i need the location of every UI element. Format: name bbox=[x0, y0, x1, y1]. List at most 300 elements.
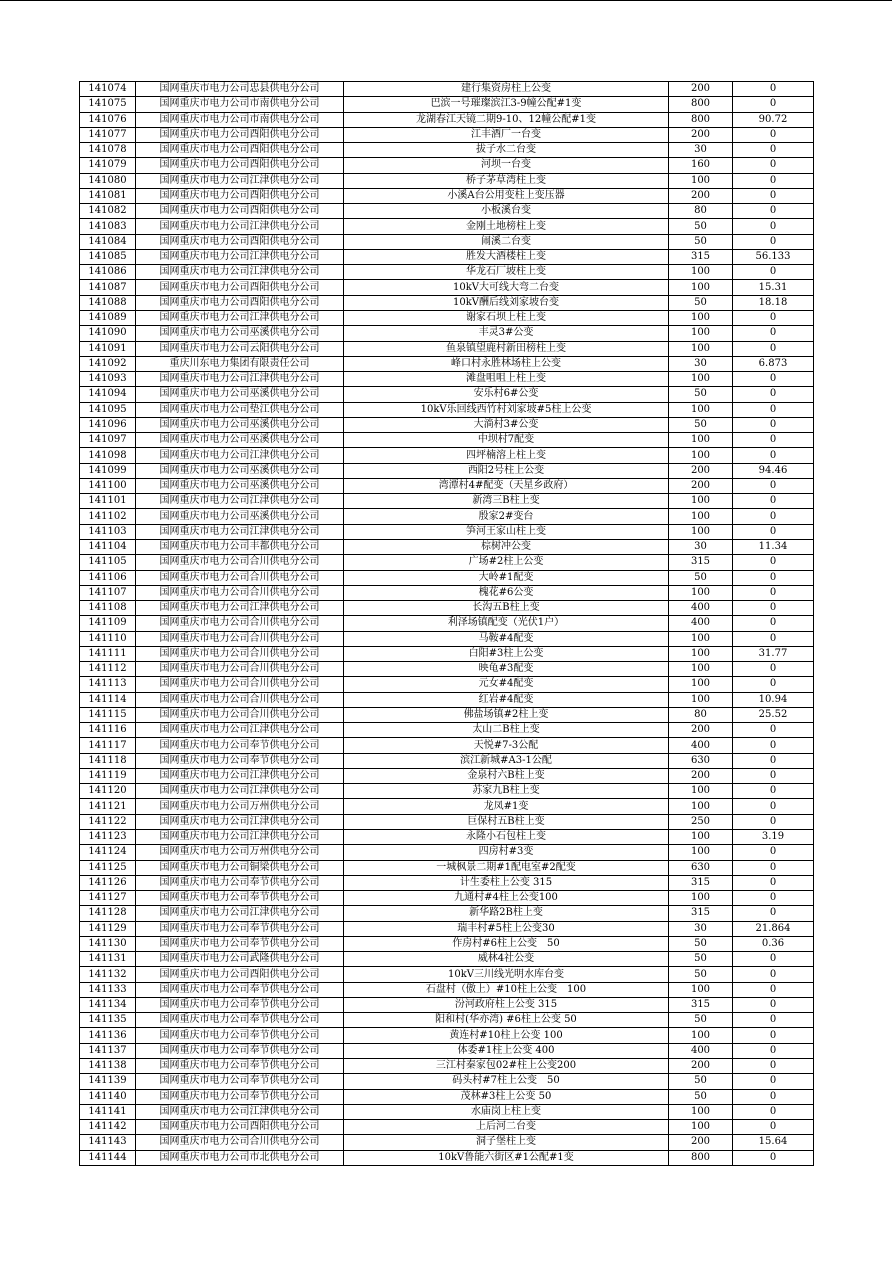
capacity-cell: 50 bbox=[669, 1089, 733, 1104]
table-row bbox=[80, 738, 814, 753]
value-cell: 0 bbox=[733, 601, 814, 616]
capacity-cell: 200 bbox=[669, 188, 733, 203]
value-cell: 18.18 bbox=[733, 295, 814, 310]
value-cell: 0 bbox=[733, 234, 814, 249]
transformer-name-cell: 西阳2号柱上公变 bbox=[344, 463, 669, 478]
table-row bbox=[80, 219, 814, 234]
company-cell: 国网重庆市电力公司合川供电分公司 bbox=[136, 555, 344, 570]
row-id-cell: 141107 bbox=[80, 585, 136, 600]
table-row bbox=[80, 570, 814, 585]
row-id-cell: 141087 bbox=[80, 280, 136, 295]
capacity-cell: 400 bbox=[669, 738, 733, 753]
row-id-cell: 141142 bbox=[80, 1120, 136, 1135]
table-row bbox=[80, 234, 814, 249]
transformer-name-cell: 天悦#7-3公配 bbox=[344, 738, 669, 753]
company-cell: 国网重庆市电力公司江津供电分公司 bbox=[136, 906, 344, 921]
capacity-cell: 100 bbox=[669, 891, 733, 906]
value-cell: 0 bbox=[733, 753, 814, 768]
value-cell: 3.19 bbox=[733, 830, 814, 845]
company-cell: 国网重庆市电力公司巫溪供电分公司 bbox=[136, 387, 344, 402]
capacity-cell: 100 bbox=[669, 280, 733, 295]
company-cell: 国网重庆市电力公司奉节供电分公司 bbox=[136, 982, 344, 997]
transformer-name-cell: 巴滨一号璀璨滨江3-9幢公配#1变 bbox=[344, 97, 669, 112]
table-row bbox=[80, 1028, 814, 1043]
transformer-name-cell: 威林4社公变 bbox=[344, 952, 669, 967]
table-row bbox=[80, 478, 814, 493]
company-cell: 国网重庆市电力公司奉节供电分公司 bbox=[136, 1043, 344, 1058]
table-row bbox=[80, 372, 814, 387]
value-cell: 0 bbox=[733, 891, 814, 906]
row-id-cell: 141140 bbox=[80, 1089, 136, 1104]
transformer-name-cell: 华龙石厂坡柱上变 bbox=[344, 265, 669, 280]
company-cell: 国网重庆市电力公司巫溪供电分公司 bbox=[136, 433, 344, 448]
transformer-name-cell: 黄连村#10柱上公变 100 bbox=[344, 1028, 669, 1043]
value-cell: 0 bbox=[733, 845, 814, 860]
value-cell: 0 bbox=[733, 585, 814, 600]
table-row bbox=[80, 723, 814, 738]
company-cell: 国网重庆市电力公司江津供电分公司 bbox=[136, 830, 344, 845]
value-cell: 0 bbox=[733, 1089, 814, 1104]
transformer-name-cell: 永隆小石包柱上变 bbox=[344, 830, 669, 845]
row-id-cell: 141088 bbox=[80, 295, 136, 310]
row-id-cell: 141117 bbox=[80, 738, 136, 753]
company-cell: 国网重庆市电力公司巫溪供电分公司 bbox=[136, 417, 344, 432]
value-cell: 0 bbox=[733, 127, 814, 142]
capacity-cell: 30 bbox=[669, 539, 733, 554]
table-row bbox=[80, 356, 814, 371]
transformer-name-cell: 拔子水二台变 bbox=[344, 143, 669, 158]
transformer-name-cell: 河坝一台变 bbox=[344, 158, 669, 173]
company-cell: 国网重庆市电力公司江津供电分公司 bbox=[136, 768, 344, 783]
transformer-name-cell: 大淌村3#公变 bbox=[344, 417, 669, 432]
capacity-cell: 100 bbox=[669, 341, 733, 356]
row-id-cell: 141099 bbox=[80, 463, 136, 478]
table-row bbox=[80, 280, 814, 295]
table-row bbox=[80, 1135, 814, 1150]
transformer-name-cell: 鱼泉镇望鹿村新田榜柱上变 bbox=[344, 341, 669, 356]
value-cell: 0 bbox=[733, 1104, 814, 1119]
table-row bbox=[80, 524, 814, 539]
company-cell: 国网重庆市电力公司忠县供电分公司 bbox=[136, 82, 344, 97]
capacity-cell: 30 bbox=[669, 921, 733, 936]
capacity-cell: 400 bbox=[669, 601, 733, 616]
company-cell: 国网重庆市电力公司江津供电分公司 bbox=[136, 173, 344, 188]
transformer-name-cell: 白阳#3柱上公变 bbox=[344, 646, 669, 661]
value-cell: 0 bbox=[733, 723, 814, 738]
table-row bbox=[80, 143, 814, 158]
transformer-name-cell: 10kV乐回线西竹村刘家坡#5柱上公变 bbox=[344, 402, 669, 417]
company-cell: 国网重庆市电力公司江津供电分公司 bbox=[136, 601, 344, 616]
transformer-name-cell: 安乐村6#公变 bbox=[344, 387, 669, 402]
table-row bbox=[80, 509, 814, 524]
company-cell: 国网重庆市电力公司丰都供电分公司 bbox=[136, 539, 344, 554]
value-cell: 94.46 bbox=[733, 463, 814, 478]
capacity-cell: 50 bbox=[669, 417, 733, 432]
value-cell: 0 bbox=[733, 570, 814, 585]
company-cell: 国网重庆市电力公司合川供电分公司 bbox=[136, 692, 344, 707]
row-id-cell: 141118 bbox=[80, 753, 136, 768]
transformer-name-cell: 棕树冲公变 bbox=[344, 539, 669, 554]
transformer-name-cell: 一城枫景二期#1配电室#2配变 bbox=[344, 860, 669, 875]
company-cell: 国网重庆市电力公司合川供电分公司 bbox=[136, 677, 344, 692]
transformer-name-cell: 四坪楠溶上柱上变 bbox=[344, 448, 669, 463]
row-id-cell: 141116 bbox=[80, 723, 136, 738]
table-row bbox=[80, 784, 814, 799]
transformer-name-cell: 建行集资房柱上公变 bbox=[344, 82, 669, 97]
row-id-cell: 141115 bbox=[80, 707, 136, 722]
company-cell: 国网重庆市电力公司合川供电分公司 bbox=[136, 646, 344, 661]
company-cell: 国网重庆市电力公司江津供电分公司 bbox=[136, 249, 344, 264]
row-id-cell: 141132 bbox=[80, 967, 136, 982]
transformer-name-cell: 计生委柱上公变 315 bbox=[344, 875, 669, 890]
capacity-cell: 315 bbox=[669, 875, 733, 890]
row-id-cell: 141077 bbox=[80, 127, 136, 142]
row-id-cell: 141121 bbox=[80, 799, 136, 814]
table-row bbox=[80, 799, 814, 814]
transformer-name-cell: 10kV大可线大弯二台变 bbox=[344, 280, 669, 295]
value-cell: 0 bbox=[733, 1028, 814, 1043]
company-cell: 国网重庆市电力公司江津供电分公司 bbox=[136, 1104, 344, 1119]
table-row bbox=[80, 555, 814, 570]
capacity-cell: 100 bbox=[669, 662, 733, 677]
value-cell: 0 bbox=[733, 402, 814, 417]
table-row bbox=[80, 494, 814, 509]
value-cell: 0 bbox=[733, 310, 814, 325]
table-row bbox=[80, 967, 814, 982]
capacity-cell: 50 bbox=[669, 1013, 733, 1028]
transformer-name-cell: 金刚土地榜柱上变 bbox=[344, 219, 669, 234]
row-id-cell: 141133 bbox=[80, 982, 136, 997]
transformer-name-cell: 太山二B柱上变 bbox=[344, 723, 669, 738]
capacity-cell: 50 bbox=[669, 1074, 733, 1089]
row-id-cell: 141123 bbox=[80, 830, 136, 845]
transformer-name-cell: 三江村秦家包02#柱上公变200 bbox=[344, 1059, 669, 1074]
transformer-name-cell: 10kV鲁能六街区#1公配#1变 bbox=[344, 1150, 669, 1165]
company-cell: 国网重庆市电力公司垫江供电分公司 bbox=[136, 402, 344, 417]
row-id-cell: 141106 bbox=[80, 570, 136, 585]
row-id-cell: 141130 bbox=[80, 936, 136, 951]
value-cell: 0 bbox=[733, 738, 814, 753]
company-cell: 国网重庆市电力公司合川供电分公司 bbox=[136, 616, 344, 631]
company-cell: 国网重庆市电力公司酉阳供电分公司 bbox=[136, 188, 344, 203]
company-cell: 国网重庆市电力公司酉阳供电分公司 bbox=[136, 204, 344, 219]
value-cell: 0 bbox=[733, 952, 814, 967]
company-cell: 国网重庆市电力公司江津供电分公司 bbox=[136, 219, 344, 234]
company-cell: 国网重庆市电力公司酉阳供电分公司 bbox=[136, 280, 344, 295]
transformer-name-cell: 江丰酒厂一台变 bbox=[344, 127, 669, 142]
value-cell: 0 bbox=[733, 219, 814, 234]
company-cell: 国网重庆市电力公司奉节供电分公司 bbox=[136, 1028, 344, 1043]
table-row bbox=[80, 601, 814, 616]
row-id-cell: 141144 bbox=[80, 1150, 136, 1165]
capacity-cell: 100 bbox=[669, 982, 733, 997]
company-cell: 国网重庆市电力公司江津供电分公司 bbox=[136, 524, 344, 539]
transformer-name-cell: 九通村#4柱上公变100 bbox=[344, 891, 669, 906]
transformer-name-cell: 体委#1柱上公变 400 bbox=[344, 1043, 669, 1058]
transformer-name-cell: 小溪A台公用变柱上变压器 bbox=[344, 188, 669, 203]
table-row bbox=[80, 830, 814, 845]
row-id-cell: 141129 bbox=[80, 921, 136, 936]
company-cell: 国网重庆市电力公司奉节供电分公司 bbox=[136, 1059, 344, 1074]
table-row bbox=[80, 127, 814, 142]
capacity-cell: 800 bbox=[669, 1150, 733, 1165]
transformer-name-cell: 丰灵3#公变 bbox=[344, 326, 669, 341]
capacity-cell: 50 bbox=[669, 387, 733, 402]
transformer-name-cell: 洞子堡柱上变 bbox=[344, 1135, 669, 1150]
capacity-cell: 630 bbox=[669, 753, 733, 768]
capacity-cell: 100 bbox=[669, 524, 733, 539]
company-cell: 国网重庆市电力公司奉节供电分公司 bbox=[136, 738, 344, 753]
capacity-cell: 100 bbox=[669, 692, 733, 707]
table-row bbox=[80, 616, 814, 631]
capacity-cell: 100 bbox=[669, 1028, 733, 1043]
capacity-cell: 30 bbox=[669, 356, 733, 371]
row-id-cell: 141119 bbox=[80, 768, 136, 783]
capacity-cell: 50 bbox=[669, 234, 733, 249]
capacity-cell: 160 bbox=[669, 158, 733, 173]
capacity-cell: 400 bbox=[669, 616, 733, 631]
company-cell: 国网重庆市电力公司酉阳供电分公司 bbox=[136, 143, 344, 158]
capacity-cell: 200 bbox=[669, 82, 733, 97]
table-row bbox=[80, 982, 814, 997]
transformer-name-cell: 笋河王家山柱上变 bbox=[344, 524, 669, 539]
value-cell: 90.72 bbox=[733, 112, 814, 127]
row-id-cell: 141110 bbox=[80, 631, 136, 646]
value-cell: 0 bbox=[733, 265, 814, 280]
value-cell: 56.133 bbox=[733, 249, 814, 264]
table-row bbox=[80, 845, 814, 860]
value-cell: 0 bbox=[733, 143, 814, 158]
table-row bbox=[80, 1104, 814, 1119]
company-cell: 国网重庆市电力公司江津供电分公司 bbox=[136, 310, 344, 325]
company-cell: 国网重庆市电力公司江津供电分公司 bbox=[136, 448, 344, 463]
transformer-name-cell: 10kV三川线光明水库台变 bbox=[344, 967, 669, 982]
table-row bbox=[80, 997, 814, 1012]
company-cell: 国网重庆市电力公司武隆供电分公司 bbox=[136, 952, 344, 967]
capacity-cell: 200 bbox=[669, 768, 733, 783]
value-cell: 0 bbox=[733, 631, 814, 646]
value-cell: 0 bbox=[733, 448, 814, 463]
company-cell: 国网重庆市电力公司云阳供电分公司 bbox=[136, 341, 344, 356]
table-body bbox=[80, 82, 814, 1166]
transformer-name-cell: 滨江新城#A3-1公配 bbox=[344, 753, 669, 768]
capacity-cell: 200 bbox=[669, 1059, 733, 1074]
table-row bbox=[80, 112, 814, 127]
capacity-cell: 200 bbox=[669, 463, 733, 478]
capacity-cell: 100 bbox=[669, 1104, 733, 1119]
value-cell: 0 bbox=[733, 341, 814, 356]
capacity-cell: 80 bbox=[669, 204, 733, 219]
capacity-cell: 30 bbox=[669, 143, 733, 158]
company-cell: 国网重庆市电力公司巫溪供电分公司 bbox=[136, 326, 344, 341]
value-cell: 0 bbox=[733, 494, 814, 509]
transformer-name-cell: 大岭#1配变 bbox=[344, 570, 669, 585]
capacity-cell: 800 bbox=[669, 97, 733, 112]
company-cell: 国网重庆市电力公司合川供电分公司 bbox=[136, 631, 344, 646]
row-id-cell: 141102 bbox=[80, 509, 136, 524]
company-cell: 国网重庆市电力公司合川供电分公司 bbox=[136, 707, 344, 722]
company-cell: 国网重庆市电力公司酉阳供电分公司 bbox=[136, 295, 344, 310]
capacity-cell: 315 bbox=[669, 249, 733, 264]
row-id-cell: 141081 bbox=[80, 188, 136, 203]
transformer-name-cell: 汾河政府柱上公变 315 bbox=[344, 997, 669, 1012]
row-id-cell: 141124 bbox=[80, 845, 136, 860]
company-cell: 国网重庆市电力公司奉节供电分公司 bbox=[136, 1089, 344, 1104]
capacity-cell: 100 bbox=[669, 830, 733, 845]
capacity-cell: 100 bbox=[669, 265, 733, 280]
table-row bbox=[80, 662, 814, 677]
value-cell: 0 bbox=[733, 982, 814, 997]
capacity-cell: 50 bbox=[669, 219, 733, 234]
row-id-cell: 141078 bbox=[80, 143, 136, 158]
table-row bbox=[80, 677, 814, 692]
row-id-cell: 141113 bbox=[80, 677, 136, 692]
value-cell: 0 bbox=[733, 1120, 814, 1135]
table-row bbox=[80, 768, 814, 783]
company-cell: 国网重庆市电力公司奉节供电分公司 bbox=[136, 1074, 344, 1089]
capacity-cell: 100 bbox=[669, 631, 733, 646]
table-row bbox=[80, 1074, 814, 1089]
table-row bbox=[80, 585, 814, 600]
capacity-cell: 100 bbox=[669, 173, 733, 188]
value-cell: 10.94 bbox=[733, 692, 814, 707]
transformer-name-cell: 水庙岗上柱上变 bbox=[344, 1104, 669, 1119]
company-cell: 国网重庆市电力公司市南供电分公司 bbox=[136, 97, 344, 112]
value-cell: 11.34 bbox=[733, 539, 814, 554]
table-row bbox=[80, 891, 814, 906]
value-cell: 0 bbox=[733, 82, 814, 97]
value-cell: 0 bbox=[733, 906, 814, 921]
transformer-name-cell: 码头村#7柱上公变 50 bbox=[344, 1074, 669, 1089]
transformer-name-cell: 佛盐场镇#2柱上变 bbox=[344, 707, 669, 722]
row-id-cell: 141125 bbox=[80, 860, 136, 875]
row-id-cell: 141082 bbox=[80, 204, 136, 219]
capacity-cell: 100 bbox=[669, 677, 733, 692]
table-row bbox=[80, 906, 814, 921]
table-row bbox=[80, 1120, 814, 1135]
transformer-name-cell: 湾潭村4#配变（天星乡政府） bbox=[344, 478, 669, 493]
transformer-name-cell: 槐花#6公变 bbox=[344, 585, 669, 600]
company-cell: 国网重庆市电力公司奉节供电分公司 bbox=[136, 997, 344, 1012]
row-id-cell: 141085 bbox=[80, 249, 136, 264]
table-row bbox=[80, 326, 814, 341]
value-cell: 0 bbox=[733, 524, 814, 539]
value-cell: 0 bbox=[733, 188, 814, 203]
transformer-name-cell: 胜发大酒楼柱上变 bbox=[344, 249, 669, 264]
row-id-cell: 141114 bbox=[80, 692, 136, 707]
table-row bbox=[80, 310, 814, 325]
row-id-cell: 141139 bbox=[80, 1074, 136, 1089]
value-cell: 0 bbox=[733, 158, 814, 173]
company-cell: 国网重庆市电力公司江津供电分公司 bbox=[136, 372, 344, 387]
value-cell: 0 bbox=[733, 204, 814, 219]
row-id-cell: 141093 bbox=[80, 372, 136, 387]
row-id-cell: 141103 bbox=[80, 524, 136, 539]
row-id-cell: 141122 bbox=[80, 814, 136, 829]
row-id-cell: 141112 bbox=[80, 662, 136, 677]
value-cell: 0 bbox=[733, 784, 814, 799]
transformer-name-cell: 10kV酬后线刘家坡台变 bbox=[344, 295, 669, 310]
row-id-cell: 141098 bbox=[80, 448, 136, 463]
table-row bbox=[80, 295, 814, 310]
table-row bbox=[80, 448, 814, 463]
row-id-cell: 141100 bbox=[80, 478, 136, 493]
capacity-cell: 50 bbox=[669, 570, 733, 585]
company-cell: 国网重庆市电力公司奉节供电分公司 bbox=[136, 1013, 344, 1028]
value-cell: 0 bbox=[733, 997, 814, 1012]
table-row bbox=[80, 1089, 814, 1104]
company-cell: 国网重庆市电力公司江津供电分公司 bbox=[136, 494, 344, 509]
value-cell: 0 bbox=[733, 1043, 814, 1058]
table-row bbox=[80, 341, 814, 356]
value-cell: 0 bbox=[733, 433, 814, 448]
transformer-name-cell: 谢家石坝上柱上变 bbox=[344, 310, 669, 325]
row-id-cell: 141111 bbox=[80, 646, 136, 661]
capacity-cell: 100 bbox=[669, 310, 733, 325]
row-id-cell: 141135 bbox=[80, 1013, 136, 1028]
value-cell: 0 bbox=[733, 967, 814, 982]
table-row bbox=[80, 265, 814, 280]
transformer-name-cell: 石盘村（傲上）#10柱上公变 100 bbox=[344, 982, 669, 997]
table-row bbox=[80, 463, 814, 478]
row-id-cell: 141101 bbox=[80, 494, 136, 509]
transformer-name-cell: 元女#4配变 bbox=[344, 677, 669, 692]
capacity-cell: 100 bbox=[669, 448, 733, 463]
capacity-cell: 250 bbox=[669, 814, 733, 829]
table-row bbox=[80, 158, 814, 173]
value-cell: 15.31 bbox=[733, 280, 814, 295]
transformer-name-cell: 新华路2B柱上变 bbox=[344, 906, 669, 921]
capacity-cell: 100 bbox=[669, 585, 733, 600]
company-cell: 国网重庆市电力公司江津供电分公司 bbox=[136, 814, 344, 829]
transformer-name-cell: 作房村#6柱上公变 50 bbox=[344, 936, 669, 951]
row-id-cell: 141090 bbox=[80, 326, 136, 341]
value-cell: 0 bbox=[733, 326, 814, 341]
row-id-cell: 141131 bbox=[80, 952, 136, 967]
capacity-cell: 315 bbox=[669, 555, 733, 570]
capacity-cell: 400 bbox=[669, 1043, 733, 1058]
transformer-name-cell: 龙湖春江天镜二期9-10、12幢公配#1变 bbox=[344, 112, 669, 127]
company-cell: 国网重庆市电力公司奉节供电分公司 bbox=[136, 936, 344, 951]
capacity-cell: 100 bbox=[669, 646, 733, 661]
row-id-cell: 141097 bbox=[80, 433, 136, 448]
capacity-cell: 100 bbox=[669, 784, 733, 799]
capacity-cell: 100 bbox=[669, 372, 733, 387]
row-id-cell: 141075 bbox=[80, 97, 136, 112]
transformer-name-cell: 利泽场镇配变（光伏1户） bbox=[344, 616, 669, 631]
row-id-cell: 141128 bbox=[80, 906, 136, 921]
transformer-name-cell: 新湾三B柱上变 bbox=[344, 494, 669, 509]
capacity-cell: 200 bbox=[669, 1135, 733, 1150]
capacity-cell: 100 bbox=[669, 845, 733, 860]
transformer-name-cell: 龙凤#1变 bbox=[344, 799, 669, 814]
value-cell: 0 bbox=[733, 616, 814, 631]
value-cell: 0 bbox=[733, 173, 814, 188]
value-cell: 0 bbox=[733, 372, 814, 387]
company-cell: 国网重庆市电力公司万州供电分公司 bbox=[136, 799, 344, 814]
row-id-cell: 141083 bbox=[80, 219, 136, 234]
company-cell: 国网重庆市电力公司合川供电分公司 bbox=[136, 662, 344, 677]
table-row bbox=[80, 433, 814, 448]
row-id-cell: 141104 bbox=[80, 539, 136, 554]
table-row bbox=[80, 402, 814, 417]
transformer-name-cell: 殷家2#变台 bbox=[344, 509, 669, 524]
row-id-cell: 141127 bbox=[80, 891, 136, 906]
row-id-cell: 141109 bbox=[80, 616, 136, 631]
value-cell: 0 bbox=[733, 417, 814, 432]
table-row bbox=[80, 539, 814, 554]
value-cell: 0 bbox=[733, 387, 814, 402]
